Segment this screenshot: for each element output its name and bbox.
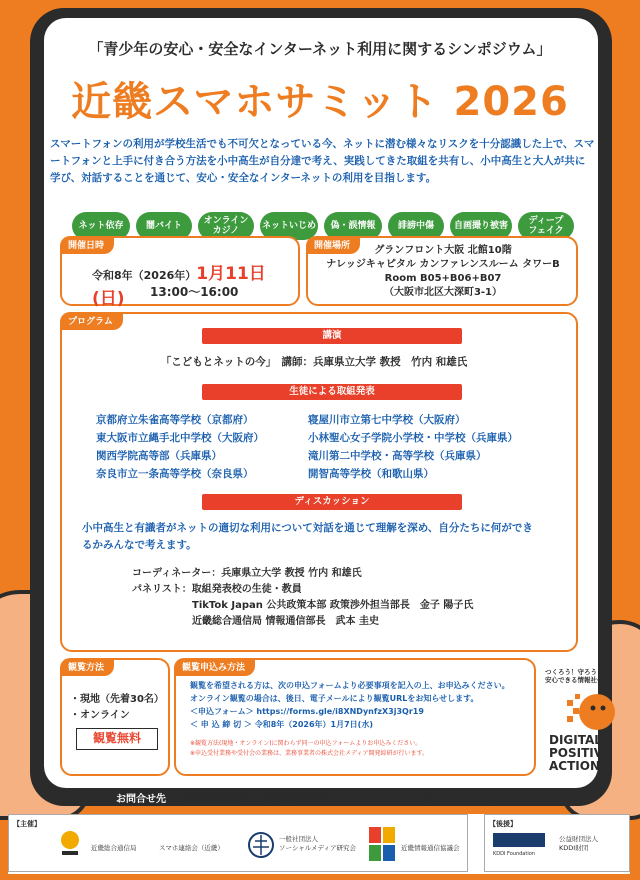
date-main: 1月11日(日) — [92, 264, 266, 309]
supporters-box — [484, 814, 630, 872]
application-box — [174, 658, 536, 776]
tag-self-image-harm: 自画撮り被害 — [450, 212, 512, 240]
organizer-1: 近畿総合通信局 — [91, 844, 137, 852]
organizers-label: 【主催】 — [13, 820, 41, 828]
lecture-section-bar: 講演 — [202, 328, 462, 344]
tag-misinformation: 偽・誤情報 — [324, 212, 382, 240]
event-subtitle: 「青少年の安心・安全なインターネット利用に関するシンポジウム」 — [88, 40, 552, 58]
organizer-4: 近畿情報通信協議会 — [401, 844, 460, 852]
dpa-word-2: POSITIVE — [549, 746, 612, 760]
school-item: 小林聖心女子学院小学校・中学校（兵庫県） — [308, 432, 518, 444]
supporter-1: 公益財団法人 KDDI財団 — [559, 835, 598, 852]
venue-line-4: （大阪市北区大深町3-1） — [383, 287, 503, 298]
tag-deepfake: ディープ フェイク — [518, 212, 574, 240]
application-line-2: オンライン観覧の場合は、後日、電子メールにより観覧URLをお知らせします。 — [190, 694, 479, 703]
tag-online-casino: オンライン カジノ — [198, 212, 254, 240]
school-item: 滝川第二中学校・高等学校（兵庫県） — [308, 450, 487, 462]
viewing-onsite: ・現地（先着30名） — [70, 694, 164, 705]
tag-dark-parttime: 闇バイト — [136, 212, 192, 240]
school-item: 関西学院高等部（兵庫県） — [96, 450, 222, 462]
dpa-mark-icon — [563, 690, 619, 732]
dpa-word-1: DIGITAL — [549, 733, 602, 747]
application-note-1: ※観覧方法(現地・オンライン)に関わらず同一の申込フォームよりお申込みください。 — [190, 740, 422, 747]
organizer-3: 一般社団法人 ソーシャルメディア研究会 — [279, 835, 357, 852]
poster-content — [40, 18, 612, 788]
program-box — [60, 312, 578, 652]
application-label: 観覧申込み方法 — [174, 658, 255, 676]
discussion-text: 小中高生と有識者がネットの適切な利用について対話を通じて理解を深め、自分たちに何ができるかみんなで考えます。 — [82, 522, 533, 551]
panelist-text-1: パネリスト：取組発表校の生徒・教員 — [132, 584, 302, 595]
venue-line-3: Room B05+B06+B07 — [384, 273, 502, 284]
application-form-url[interactable]: ＜申込フォーム＞ https://forms.gle/i8XNDynfzX3j3Qr19 — [190, 707, 424, 716]
venue-box — [306, 236, 578, 306]
school-item: 奈良市立一条高等学校（奈良県） — [96, 468, 254, 480]
panelist-text-3: 近畿総合通信局 情報通信部長 武本 圭史 — [192, 616, 379, 627]
dpa-tagline: つくろう！守ろう！ 安心できる情報社会 — [545, 668, 604, 684]
organizers-box — [8, 814, 468, 872]
dpa-word-3: ACTION — [549, 759, 600, 773]
venue-line-1: グランフロント大阪 北館10階 — [374, 245, 512, 256]
school-item: 京都府立朱雀高等学校（京都府） — [96, 414, 254, 426]
lecture-text: 「こどもとネットの今」 講師：兵庫県立大学 教授 竹内 和雄氏 — [160, 356, 468, 368]
date-box — [60, 236, 300, 309]
viewing-online: ・オンライン — [70, 710, 130, 721]
date-label: 開催日時 — [60, 236, 114, 254]
school-item: 開智高等学校（和歌山県） — [308, 468, 434, 480]
venue-text — [308, 244, 578, 300]
school-item: 寝屋川市立第七中学校（大阪府） — [308, 414, 466, 426]
intro-text: スマートフォンの利用が学校生活でも不可欠となっている今、ネットに潜む様々なリスクを十分認識した上で、スマートフォンと上手に付き合う方法を小中高生が自分達で考え、実践してきた取組を共有し、小中高生と大人が共に学び、対話することを通じて、安心・安全なインターネットの利用を目指します。 — [50, 138, 595, 184]
tag-net-addiction: ネット依存 — [72, 212, 130, 240]
contact-org: 近畿総合通信局 電気通信事業課 — [179, 794, 330, 805]
contact-label: お問合せ先 — [116, 794, 166, 805]
application-line-1: 観覧を希望される方は、次の申込フォームより必要事項を記入の上、お申込みください。 — [190, 681, 510, 690]
kicc-logo-icon — [369, 827, 395, 861]
footer — [8, 814, 630, 874]
digital-positive-action-logo — [545, 668, 640, 783]
application-note-2: ※申込受付業務や受付会の業務は、業務事業者の株式会社メディア開発綜研が行います。 — [190, 750, 429, 757]
tag-defamation: 誹謗中傷 — [388, 212, 444, 240]
contact-info — [116, 790, 502, 805]
program-label: プログラム — [60, 312, 123, 330]
discussion-section-bar: ディスカッション — [202, 494, 462, 510]
venue-line-2: ナレッジキャピタル カンファレンスルーム タワーB — [326, 259, 560, 270]
event-title: 近畿スマホサミット 2026 — [71, 79, 569, 125]
application-deadline: ＜ 申 込 締 切 ＞ 令和8年（2026年）1月7日(水) — [190, 720, 373, 729]
smr-logo-icon — [247, 831, 275, 859]
viewing-box — [60, 658, 170, 776]
viewing-label: 観覧方法 — [60, 658, 114, 676]
supporters-label: 【後援】 — [489, 820, 517, 828]
free-admission-badge: 観覧無料 — [76, 728, 158, 750]
school-item: 東大阪市立縄手北中学校（大阪府） — [96, 432, 264, 444]
tag-cyberbullying: ネットいじめ — [260, 212, 318, 240]
kddi-foundation-logo-text: KDDI Foundation — [493, 851, 535, 857]
coordinator-text: コーディネーター：兵庫県立大学 教授 竹内 和雄氏 — [132, 568, 362, 579]
venue-label: 開催場所 — [306, 236, 360, 254]
kddi-logo-icon — [493, 833, 545, 847]
organizer-2: スマホ連絡会（近畿） — [159, 844, 224, 852]
dpa-wordmark — [549, 734, 611, 773]
date-prefix: 令和8年（2026年） — [92, 269, 197, 282]
presentation-section-bar: 生徒による取組発表 — [202, 384, 462, 400]
soumu-logo-icon — [59, 829, 81, 859]
panelist-text-2: TikTok Japan 公共政策本部 政策渉外担当部長 金子 陽子氏 — [192, 600, 474, 611]
contact-email[interactable]: sumaho-kinki@soumu.go.jp — [346, 794, 503, 805]
time-text: 13:00〜16:00 — [150, 285, 239, 299]
